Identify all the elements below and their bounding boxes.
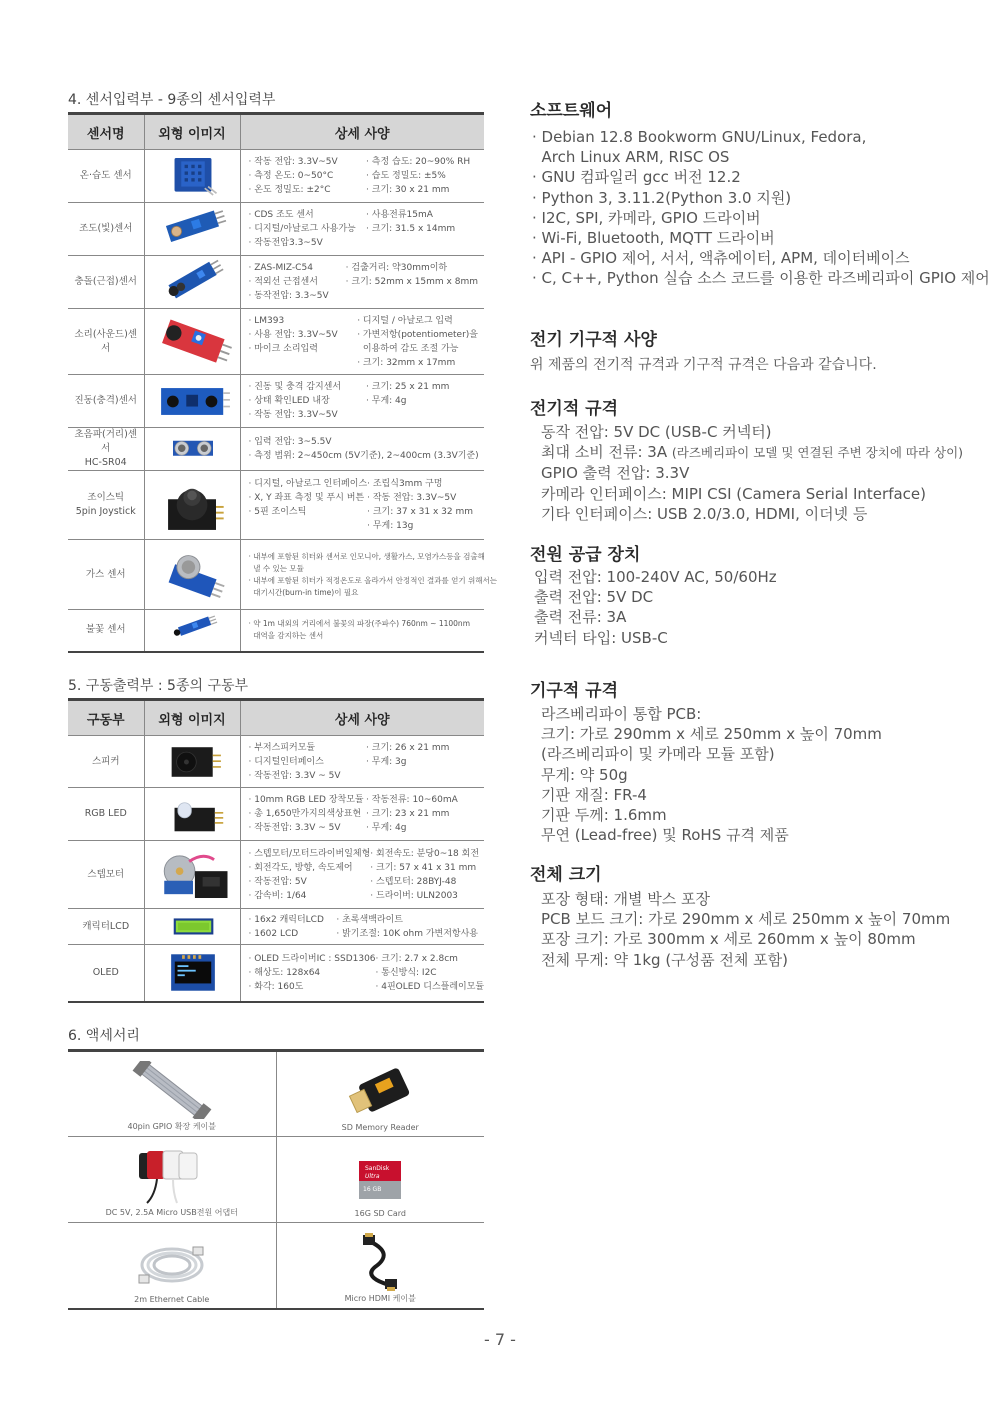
row-spec [240,203,484,256]
list-item: PCB 보드 크기: 가로 290mm x 세로 250mm x 높이 70mm [541,910,951,929]
spec-line: · 화각: 160도 [248,981,304,992]
power-list [534,567,777,648]
table-row [68,788,484,841]
spec-line: · 조립식3mm 구멍 [367,479,443,489]
spec-line: · 진동 및 충격 감지센서 [248,382,342,392]
list-item: · Wi-Fi, Bluetooth, MQTT 드라이버 [532,229,775,248]
spec-line: · 스텝모터/모터드라이버일체형 [248,848,371,859]
spec-line: · 사용전류15mA [366,210,433,220]
row-name: 스텝모터 [68,841,144,909]
spec-line: · 작동 전압: 3.3V~5V [367,493,457,503]
row-name: 조도(빛)센서 [68,203,144,256]
accessory-sd-reader [276,1051,484,1137]
spec-line: · 상태 확인LED 내장 [248,396,330,406]
row-spec [240,150,484,203]
row-name: 초음파(거리)센서 HC-SR04 [68,428,144,471]
sensor-header-spec: 상세 사양 [240,114,484,150]
list-item: 크기: 가로 290mm x 세로 250mm x 높이 70mm [541,725,882,744]
spec-line: · 내부에 포함된 히터가 적정온도로 올라가서 안정적인 결과를 얻기 위해서는 [248,575,497,585]
electrical-item: 기타 인터페이스: USB 2.0/3.0, HDMI, 이더넷 등 [541,504,868,523]
list-item: 출력 전압: 5V DC [534,588,654,607]
ribbon-cable-icon [127,1061,217,1119]
row-image [144,203,240,256]
row-name: RGB LED [68,788,144,841]
ultrasonic-sensor-icon [147,432,239,467]
sd-card-icon [335,1149,425,1207]
spec-line: · 크기: 31.5 x 14mm [366,224,456,234]
spec-line: · 가변저항(potentiometer)을 [357,329,478,340]
electrical-item: 동작 전압: 5V DC (USB-C 커넥터) [541,423,772,441]
actuator-table [68,698,484,1003]
spec-line: · 스텝모터: 28BYJ-48 [370,876,457,887]
oled-module-icon [147,947,239,998]
row-name: 캐릭터LCD [68,909,144,945]
list-item: 무연 (Lead-free) 및 RoHS 규격 제품 [541,826,789,845]
hdmi-cable-icon [335,1233,425,1291]
spec-line: · 무게: 4g [366,396,407,406]
row-image [144,945,240,1002]
speaker-module-icon [147,739,239,785]
row-spec [240,841,484,909]
row-spec [240,375,484,428]
spec-line: · 온도 정밀도: ±2°C [248,185,331,195]
step-motor-icon [147,847,239,903]
spec-line: · 크기: 57 x 41 x 31 mm [370,862,477,873]
spec-line: · 마이크 소리입력 [248,343,318,354]
list-item: · Python 3, 3.11.2(Python 3.0 지원) [532,188,792,207]
table-row [68,428,484,471]
row-image [144,841,240,909]
spec-line: 대기시간(burn-in time)이 필요 [248,587,359,597]
accessory-caption: 16G SD Card [354,1209,406,1218]
row-spec [240,909,484,945]
accessory-caption: SD Memory Reader [341,1123,419,1132]
spec-line: · 초록색백라이트 [336,914,403,925]
list-item: 무게: 약 50g [541,765,628,784]
table-row [68,909,484,945]
row-spec [240,471,484,540]
row-spec [240,610,484,652]
proximity-sensor-icon [147,259,239,306]
spec-line: · 디지털인터페이스 [248,756,324,767]
sd-card-brand: SanDisk [365,1165,390,1172]
list-item: 출력 전류: 3A [534,608,627,627]
spec-line: · 측정 범위: 2~450cm (5V기준), 2~400cm (3.3V기준) [248,451,479,461]
spec-line: · 크기: 52mm x 15mm x 8mm [345,277,478,287]
table-row [68,945,484,1002]
list-item: 전체 무게: 약 1kg (구성품 전체 포함) [541,950,788,969]
table-row [68,610,484,652]
spec-line: 이용하여 감도 조절 가능 [357,343,459,354]
spec-line: · 10mm RGB LED 장착모듈 [248,795,364,805]
row-spec [240,309,484,375]
spec-line: · 작동 전압: 3.3V~5V [248,410,338,420]
mechanical-heading: 기구적 규격 [530,681,619,701]
table-row [68,203,484,256]
spec-line: · 입력 전압: 3~5.5V [248,437,332,447]
table-row [68,841,484,909]
vibration-sensor-icon [147,378,239,425]
spec-line: · 해상도: 128x64 [248,967,321,978]
list-item: 포장 형태: 개별 박스 포장 [541,890,711,908]
sensor-section-title: 4. 센서입력부 - 9종의 센서입력부 [68,92,276,108]
spec-line: · 디지털/아날로그 사용가능 [248,224,356,234]
elec-mech-intro: 위 제품의 전기적 규격과 기구적 규격은 다음과 같습니다. [530,357,877,373]
spec-line: · 검출거리: 약30mm이하 [345,263,448,273]
sound-sensor-icon [147,314,239,370]
spec-line: · 내부에 포함된 히터와 센서로 인모니아, 생활가스, 모염가스등을 검출해 [248,551,485,561]
accessory-caption: Micro HDMI 케이블 [344,1293,416,1303]
rgb-led-icon [147,791,239,838]
software-list [532,127,990,289]
row-spec [240,428,484,471]
spec-line: · X, Y 좌표 측정 및 푸시 버튼 [248,493,365,503]
row-name: 가스 센서 [68,540,144,610]
accessory-caption: 2m Ethernet Cable [134,1294,210,1304]
spec-line: · 크기: 26 x 21 mm [366,742,450,753]
character-lcd-icon [147,912,239,942]
table-row [68,471,484,540]
accessory-table [68,1049,484,1310]
sd-card-line: Ultra [365,1173,380,1180]
actuator-header-name: 구동부 [68,700,144,736]
electrical-item [541,442,963,463]
spec-line: · OLED 드라이버IC : SSD1306 [248,953,376,964]
electrical-heading: 전기적 규격 [530,399,619,419]
spec-line: · 총 1,650만가지의색상표현 [248,809,362,819]
flame-sensor-icon [147,612,239,648]
spec-line: · 사용 전압: 3.3V~5V [248,329,338,340]
spec-line: · 통신방식: I2C [375,967,437,978]
spec-line: · 작동전압3.3~5V [248,238,323,248]
actuator-table-body [68,736,484,1002]
row-image [144,256,240,309]
table-row [68,375,484,428]
sd-reader-icon [335,1063,425,1121]
list-item: 입력 전압: 100-240V AC, 50/60Hz [534,568,777,586]
list-item: · GNU 컴파일러 gcc 버전 12.2 [532,168,741,187]
power-adapter-icon [117,1145,227,1205]
light-sensor-icon [147,206,239,253]
electrical-item: 카메라 인터페이스: MIPI CSI (Camera Serial Interface) [541,484,927,503]
spec-line: · LM393 [248,315,285,326]
row-name: 스피커 [68,736,144,788]
spec-line: · 작동전류: 10~60mA [366,795,458,805]
spec-line: · CDS 조도 센서 [248,210,314,220]
spec-line: · 크기: 32mm x 17mm [357,357,456,368]
actuator-section-title: 5. 구동출력부 : 5종의 구동부 [68,678,249,694]
actuator-header-spec: 상세 사양 [240,700,484,736]
spec-line: · 무게: 4g [366,823,407,833]
list-item: Arch Linux ARM, RISC OS [532,148,730,167]
spec-line: · 디지털, 아날로그 인터페이스 [248,479,368,489]
row-name: 소리(사운드)센서 [68,309,144,375]
row-name: 충돌(근접)센서 [68,256,144,309]
sensor-table-body [68,150,497,652]
spec-line: · 크기: 25 x 21 mm [366,382,450,392]
row-spec [240,788,484,841]
spec-line: · 동작전압: 3.3~5V [248,291,329,301]
row-image [144,471,240,540]
dht-sensor-icon [147,153,239,200]
list-item: 기판 재질: FR-4 [541,785,647,804]
row-name: 불꽃 센서 [68,610,144,652]
spec-line: · 1602 LCD [248,928,299,939]
accessory-ethernet-cable [68,1223,276,1309]
spec-line: · 밝기조절: 10K ohm 가변저항사용 [336,928,478,939]
spec-line: · ZAS-MIZ-C54 [248,263,313,273]
row-image [144,736,240,788]
software-heading: 소프트웨어 [530,101,613,121]
list-item: · API - GPIO 제어, 서서, 액츄에이터, APM, 데이터베이스 [532,249,910,268]
spec-line: · 4핀OLED 디스플레이모듈 [375,981,485,992]
row-image [144,610,240,652]
electrical-item: GPIO 출력 전압: 3.3V [541,464,690,483]
table-row [68,150,484,203]
spec-line: · 회전각도, 방향, 속도제어 [248,862,353,873]
sensor-table [68,112,497,653]
list-item: 기판 두께: 1.6mm [541,806,667,825]
table-row [68,540,484,610]
row-image [144,909,240,945]
spec-line: · 습도 정밀도: ±5% [366,171,446,181]
gas-sensor-icon [147,547,239,603]
list-item: (라즈베리파이 및 카메라 모듈 포함) [541,745,775,764]
electrical-current-note: (라즈베리파이 모델 및 연결된 주변 장치에 따라 상이) [671,445,964,461]
row-image [144,150,240,203]
list-item: 커넥터 타입: USB-C [534,628,668,647]
spec-line: · 적외선 근접센서 [248,277,318,287]
overall-heading: 전체 크기 [530,865,602,885]
row-image [144,375,240,428]
row-name: OLED [68,945,144,1002]
spec-line: · 부저스피커모듈 [248,742,316,753]
spec-line: · 크기: 2.7 x 2.8cm [375,953,458,964]
row-spec [240,736,484,788]
spec-line: · 측정 온도: 0~50°C [248,171,334,181]
spec-line: 낼 수 있는 모듈 [248,563,304,573]
row-name: 진동(충격)센서 [68,375,144,428]
spec-line: · 측정 습도: 20~90% RH [366,157,471,167]
accessory-power-adapter [68,1137,276,1223]
spec-line: · 드라이버: ULN2003 [370,890,458,901]
spec-line: · 디지털 / 아날로그 입력 [357,315,453,326]
list-item: · Debian 12.8 Bookworm GNU/Linux, Fedora, [532,128,867,146]
overall-list [541,889,950,970]
spec-line: · 작동전압: 3.3V ~ 5V [248,770,341,781]
row-image [144,309,240,375]
spec-line: · 작동 전압: 3.3V~5V [248,157,338,167]
row-spec [240,256,484,309]
row-image [144,788,240,841]
accessory-hdmi-cable [276,1223,484,1309]
accessory-sd-card [276,1137,484,1223]
row-name: 온·습도 센서 [68,150,144,203]
table-row [68,309,484,375]
accessory-ribbon-cable [68,1051,276,1137]
actuator-header-image: 외형 이미지 [144,700,240,736]
spec-line: · 회전속도: 분당0~18 회전 [370,848,480,859]
mechanical-list [541,704,882,845]
ethernet-cable-icon [127,1235,217,1293]
accessory-caption: 40pin GPIO 확장 케이블 [127,1122,216,1131]
spec-line: · 크기: 23 x 21 mm [366,809,450,819]
spec-line: · 작동전압: 5V [248,876,307,887]
row-image [144,540,240,610]
table-row [68,736,484,788]
spec-line: · 크기: 37 x 31 x 32 mm [367,507,473,517]
list-item: 라즈베리파이 통합 PCB: [541,705,702,723]
power-heading: 전원 공급 장치 [530,545,641,565]
list-item: · I2C, SPI, 카메라, GPIO 드라이버 [532,208,761,227]
list-item: · C, C++, Python 실습 소스 코드를 이용한 라즈베리파이 GPIO 제어 [532,269,990,288]
sd-card-size: 16 GB [363,1186,382,1193]
sensor-header-name: 센서명 [68,114,144,150]
page-number: - 7 - [484,1330,516,1349]
spec-line: · 작동전압: 3.3V ~ 5V [248,823,341,833]
spec-line: · 약 1m 내외의 거리에서 불꽃의 파장(주파수) 760nm ~ 1100nm [248,619,470,629]
spec-line: · 크기: 30 x 21 mm [366,185,450,195]
sensor-header-image: 외형 이미지 [144,114,240,150]
spec-line: · 무게: 3g [366,756,407,767]
electrical-current: 최대 소비 전류: 3A [541,443,668,462]
row-spec [240,540,497,610]
accessory-section-title: 6. 액세서리 [68,1028,140,1044]
spec-line: · 16x2 캐릭터LCD [248,914,324,925]
accessory-caption: DC 5V, 2.5A Micro USB전원 어댑터 [105,1208,238,1217]
electrical-list [541,422,963,524]
list-item: 포장 크기: 가로 300mm x 세로 260mm x 높이 80mm [541,930,916,949]
spec-line: 대역을 감지하는 센서 [248,631,324,641]
row-image [144,428,240,471]
joystick-icon [147,477,239,533]
spec-line: · 5핀 조이스틱 [248,507,307,517]
row-spec [240,945,484,1002]
row-name: 조이스틱 5pin Joystick [68,471,144,540]
elec-mech-heading: 전기 기구적 사양 [530,330,657,350]
spec-line: · 무게: 13g [367,521,414,531]
spec-line: · 감속비: 1/64 [248,890,307,901]
table-row [68,256,484,309]
